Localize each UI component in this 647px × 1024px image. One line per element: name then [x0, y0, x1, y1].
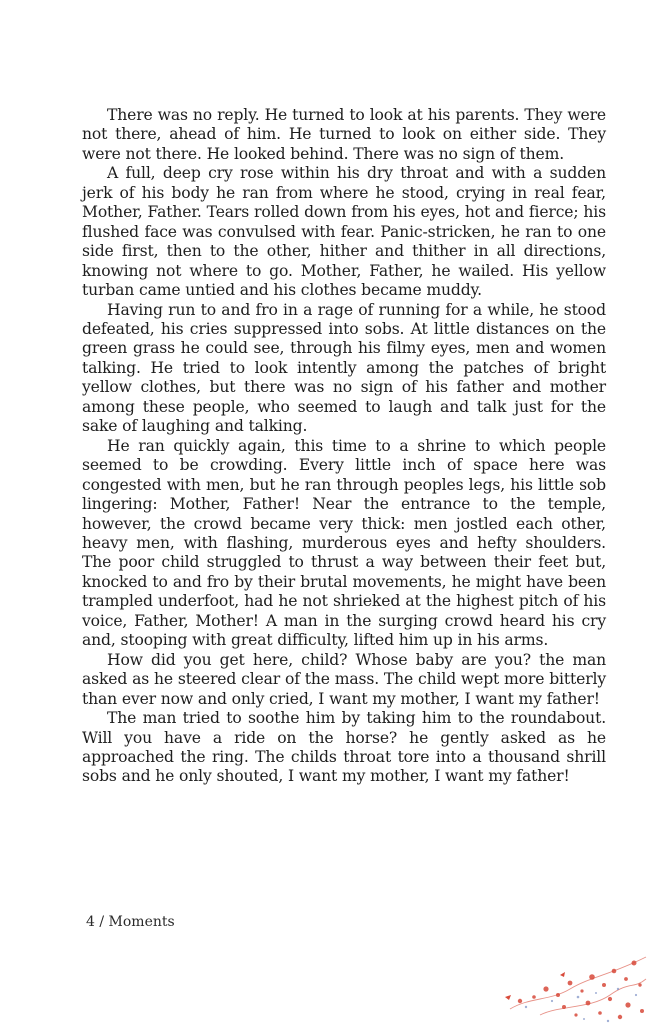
paragraph-1: There was no reply. He turned to look at his parents. They were not there, ahead of him. He turned to look on either side. They were not there. He looked behind. There was no sign of them. — [82, 106, 606, 163]
floral-ornament-icon — [500, 935, 647, 1024]
paragraph-6: The man tried to soothe him by taking him to the roundabout. Will you have a ride on the horse? he gently asked as he approached the ring. The childs throat tore into a thousand shrill sobs and he only shouted, I want my mother, I want my father! — [82, 709, 606, 786]
page-footer — [86, 914, 175, 930]
paragraph-5: How did you get here, child? Whose baby are you? the man asked as he steered clear of the mass. The child wept more bitterly than ever now and only cried, I want my mother, I want my father! — [82, 650, 606, 708]
footer-separator: / — [99, 914, 105, 930]
body-text — [82, 106, 606, 787]
paragraph-2: A full, deep cry rose within his dry throat and with a sudden jerk of his body he ran from where he stood, crying in real fear, Mother, Father. Tears rolled down from his eyes, hot and fierce; his flushed face was convulsed with fear. Panic-stricken, he ran to one side first, then to the other, hither and thither in all directions, knowing not where to go. Mother, Father, he wailed. His yellow turban came untied and his clothes became muddy. — [82, 164, 606, 300]
paragraph-4: He ran quickly again, this time to a shrine to which people seemed to be crowding. Every little inch of space here was congested with men, but he ran through peoples legs, his little sob lingering: Mother, Father! Near the entrance to the temple, however, the crowd became very thick: men jostled each other, heavy men, with flashing, murderous eyes and hefty shoulders. The poor child struggled to thrust a way between their feet but, knocked to and fro by their brutal movements, he might have been trampled underfoot, had he not shrieked at the highest pitch of his voice, Father, Mother! A man in the surging crowd heard his cry and, stooping with great difficulty, lifted him up in his arms. — [82, 436, 606, 650]
page-number: 4 — [86, 914, 95, 930]
book-title: Moments — [108, 914, 175, 930]
paragraph-3: Having run to and fro in a rage of running for a while, he stood defeated, his cries suppressed into sobs. At little distances on the green grass he could see, through his filmy eyes, men and women talking. He tried to look intently among the patches of bright yellow clothes, but there was no sign of his father and mother among these people, who seemed to laugh and talk just for the sake of laughing and talking. — [82, 300, 606, 436]
